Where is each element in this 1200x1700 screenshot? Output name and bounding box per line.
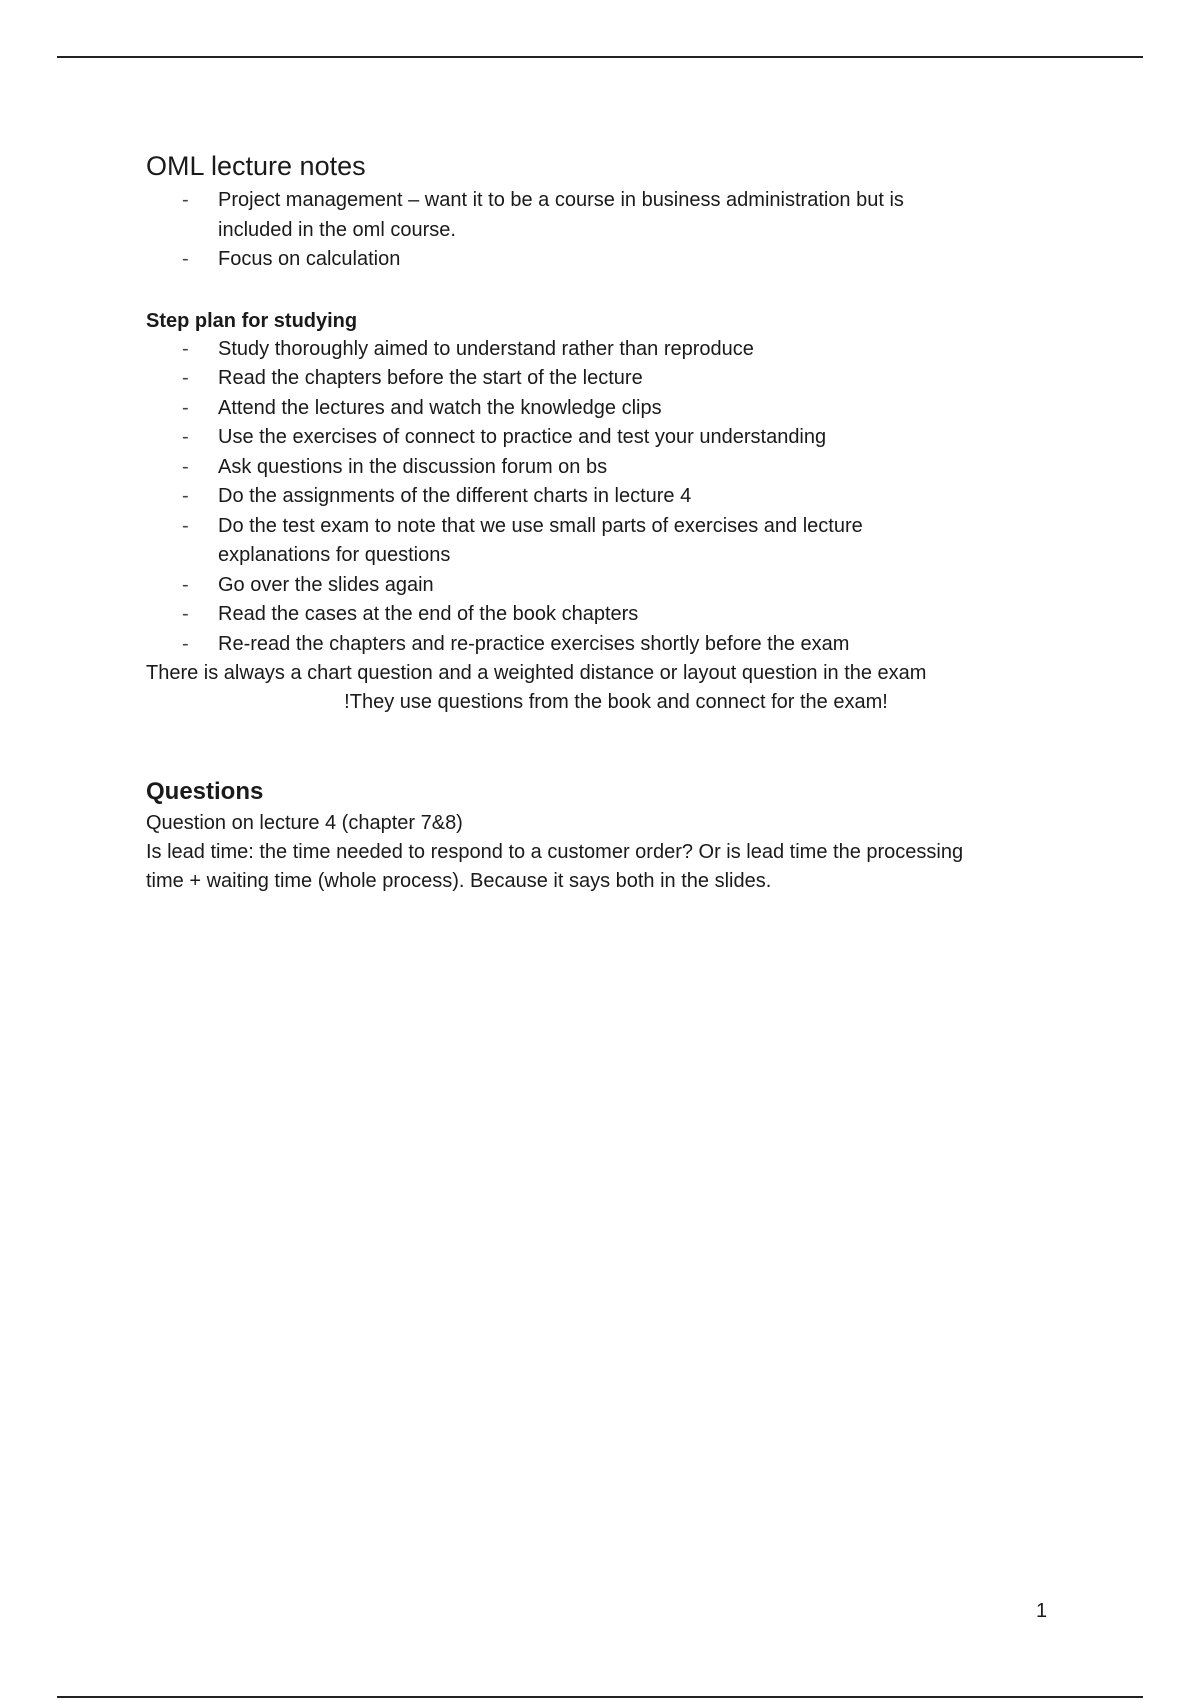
list-item <box>146 335 1086 365</box>
bullet-dash: - <box>182 514 189 537</box>
bullet-dash: - <box>182 426 189 448</box>
step-plan-heading: Step plan for studying <box>146 309 358 332</box>
document-body <box>146 146 1086 896</box>
list-item <box>146 630 1086 660</box>
list-item-text: Use the exercises of connect to practice and test your understanding <box>218 426 827 448</box>
page-number: 1 <box>1036 1600 1048 1622</box>
header-rule <box>57 56 1143 58</box>
list-item <box>146 423 1086 453</box>
list-item-text: Do the assignments of the different charts in lecture 4 <box>218 485 692 507</box>
list-item <box>146 245 1086 275</box>
list-item-text: Do the test exam to note that we use small parts of exercises and lecture <box>218 514 863 537</box>
list-item-text: Ask questions in the discussion forum on bs <box>218 455 608 478</box>
list-item <box>146 512 1086 571</box>
list-item-text: Re-read the chapters and re-practice exercises shortly before the exam <box>218 632 850 655</box>
list-item <box>146 186 1086 245</box>
list-item <box>146 482 1086 512</box>
bullet-dash: - <box>182 632 189 655</box>
list-item <box>146 600 1086 630</box>
questions-heading: Questions <box>146 778 264 805</box>
list-item <box>146 453 1086 483</box>
footer-rule <box>57 1696 1143 1698</box>
bullet-dash: - <box>182 573 189 596</box>
document-title: OML lecture notes <box>146 151 366 181</box>
bullet-dash: - <box>182 367 189 389</box>
bullet-dash: - <box>182 485 189 507</box>
bullet-dash: - <box>182 455 189 478</box>
exam-note: There is always a chart question and a weighted distance or layout question in the exam <box>146 662 927 684</box>
list-item <box>146 571 1086 601</box>
list-item-text: Go over the slides again <box>218 573 434 596</box>
list-item <box>146 364 1086 394</box>
list-item-text: Read the chapters before the start of the lecture <box>218 367 643 389</box>
list-item-text: included in the oml course. <box>218 218 456 241</box>
bullet-dash: - <box>182 189 189 211</box>
list-item <box>146 394 1086 424</box>
list-item-text: Project management – want it to be a course in business administration but is <box>218 189 904 211</box>
list-item-text: Study thoroughly aimed to understand rather than reproduce <box>218 337 754 360</box>
intro-list <box>146 186 1086 275</box>
bullet-dash: - <box>182 396 189 419</box>
step-plan-list <box>146 335 1086 660</box>
question-line: Question on lecture 4 (chapter 7&8) <box>146 812 463 834</box>
list-item-text: Read the cases at the end of the book chapters <box>218 603 639 625</box>
list-item-text: explanations for questions <box>218 544 451 566</box>
list-item-text: Focus on calculation <box>218 248 401 270</box>
question-line: time + waiting time (whole process). Because it says both in the slides. <box>146 870 772 892</box>
bullet-dash: - <box>182 603 189 625</box>
bullet-dash: - <box>182 248 189 270</box>
bullet-dash: - <box>182 337 189 360</box>
list-item-text: Attend the lectures and watch the knowledge clips <box>218 396 662 419</box>
center-note: !They use questions from the book and connect for the exam! <box>344 691 888 713</box>
question-line: Is lead time: the time needed to respond to a customer order? Or is lead time the processing <box>146 841 964 863</box>
